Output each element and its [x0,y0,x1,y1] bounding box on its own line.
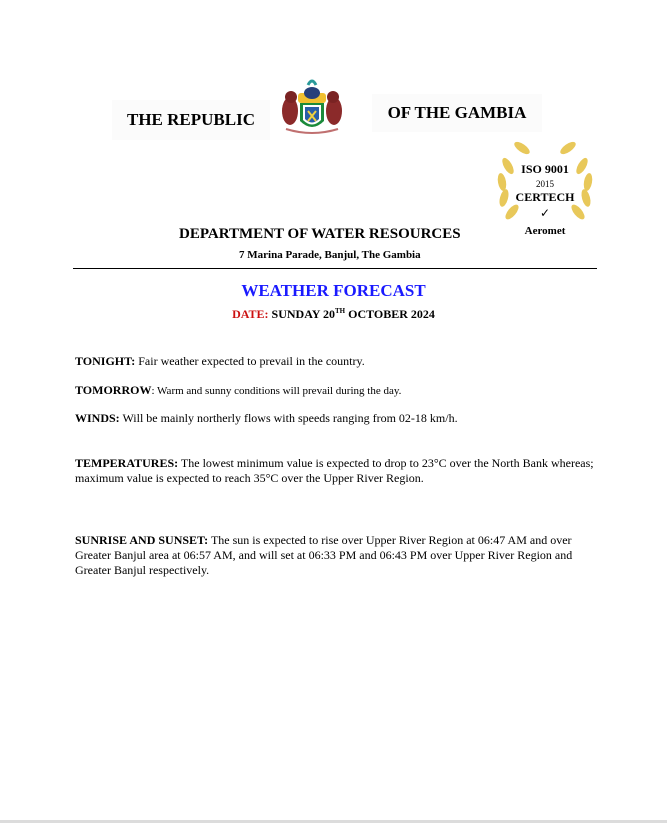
iso-certifier: CERTECH [515,190,575,204]
section-sunrise-sunset [75,533,595,578]
temperatures-label: TEMPERATURES: [75,456,179,470]
header-divider [73,268,597,269]
iso-standard: ISO 9001 [521,162,569,176]
iso-org: Aeromet [524,225,566,237]
tomorrow-text: : Warm and sunny conditions will prevail during the day. [151,385,402,397]
iso-certification-badge [494,136,596,242]
header-left-text [112,100,270,140]
tonight-text: Fair weather expected to prevail in the country. [135,354,365,368]
winds-text: Will be mainly northerly flows with speeds ranging from 02-18 km/h. [119,411,458,425]
coat-of-arms-icon [280,77,344,139]
page-title: WEATHER FORECAST [241,281,426,300]
header-right-text [372,94,542,132]
forecast-date [0,307,667,322]
section-winds [75,411,595,426]
date-rest: OCTOBER 2024 [345,307,435,321]
section-tonight [75,354,595,369]
section-tomorrow [75,383,595,399]
date-label: DATE: [232,307,269,321]
iso-year: 2015 [536,179,554,189]
republic-label: THE REPUBLIC [127,110,255,129]
sunrise-sunset-text: The sun is expected to rise over Upper River Region at 06:47 AM and over Greater Banjul area at 06:57 AM, and will set at 06:33 PM and 06:43 PM over Upper River Region and Greater Banjul respectively. [75,533,573,577]
temperatures-text: The lowest minimum value is expected to drop to 23°C over the North Bank whereas; maximum value is expected to reach 35°C over the Upper River Region. [75,456,594,485]
tonight-label: TONIGHT: [75,354,136,368]
gambia-label: OF THE GAMBIA [387,103,527,122]
date-day: SUNDAY 20 [271,307,335,321]
checkmark-icon: ✓ [539,206,551,220]
section-temperatures [75,456,595,486]
tomorrow-label: TOMORROW [75,383,152,397]
sunrise-sunset-label: SUNRISE AND SUNSET: [75,533,209,547]
date-suffix: TH [335,307,346,315]
winds-label: WINDS: [75,411,120,425]
